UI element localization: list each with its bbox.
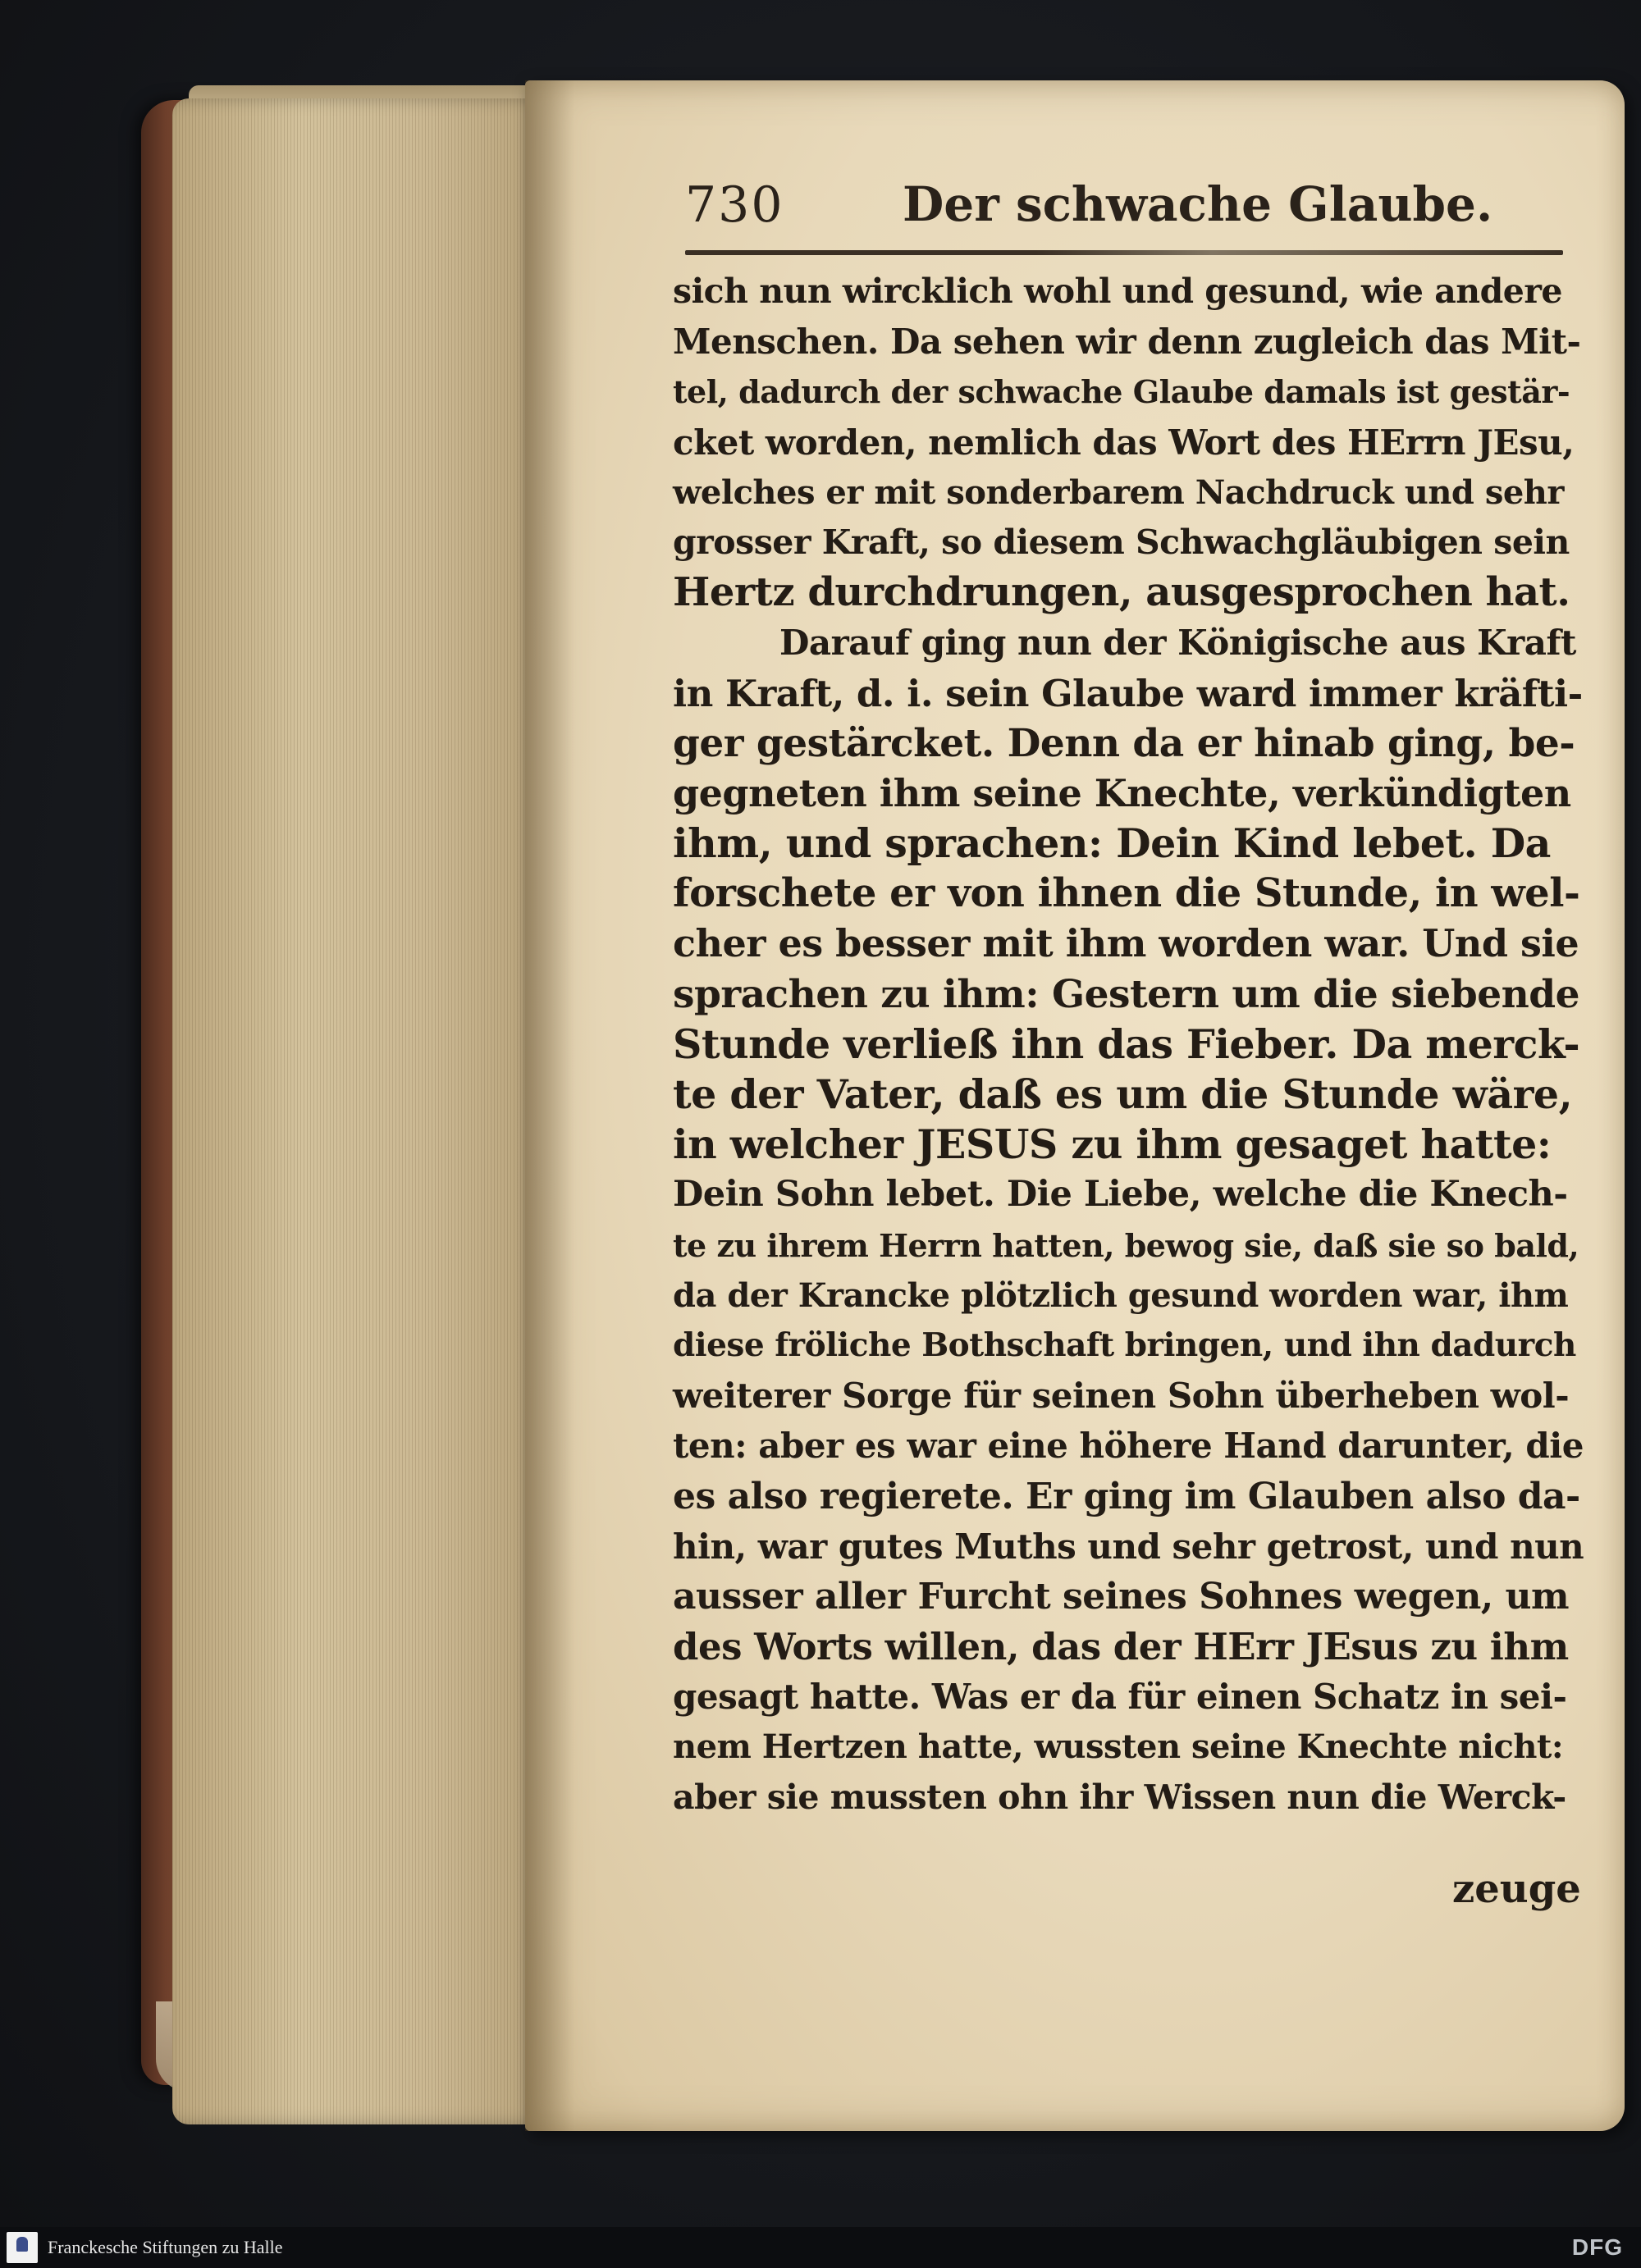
text-line: Darauf ging nun der Königische aus Kraft [779, 623, 1576, 664]
institution-logo-icon[interactable] [7, 2232, 38, 2263]
viewer-footer [0, 2227, 1641, 2268]
text-line: weiterer Sorge für seinen Sohn überheben wol- [673, 1376, 1570, 1417]
catchword: zeuge [1452, 1866, 1581, 1912]
text-line: forschete er von ihnen die Stunde, in wel- [673, 870, 1580, 917]
page-number: 730 [685, 176, 784, 234]
text-line: gegneten ihm seine Knechte, verkündigten [673, 770, 1571, 815]
text-line: te zu ihrem Herrn hatten, bewog sie, daß sie so bald, [673, 1226, 1579, 1264]
body-text [673, 267, 1584, 1823]
text-line: da der Krancke plötzlich gesund worden war, ihm [673, 1275, 1569, 1315]
text-line: ten: aber es war eine höhere Hand darunter, die [673, 1426, 1584, 1467]
page-gutter-shadow [525, 80, 574, 2131]
text-line: tel, dadurch der schwache Glaube damals ist gestär- [673, 373, 1570, 411]
text-line: cher es besser mit ihm worden war. Und sie [673, 921, 1579, 966]
institution-name[interactable]: Franckesche Stiftungen zu Halle [48, 2237, 283, 2257]
dfg-logo[interactable]: DFG [1571, 2234, 1623, 2260]
text-line: hin, war gutes Muths und sehr getrost, und nun [673, 1526, 1584, 1567]
text-line: in Kraft, d. i. sein Glaube ward immer kräfti- [673, 671, 1583, 715]
text-line: Menschen. Da sehen wir denn zugleich das Mit- [673, 322, 1581, 363]
header-rule [685, 250, 1563, 255]
text-line: sich nun wircklich wohl und gesund, wie andere [673, 272, 1563, 311]
text-line: in welcher JESUS zu ihm gesaget hatte: [673, 1120, 1552, 1169]
text-line: gesagt hatte. Was er da für einen Schatz in sei- [673, 1677, 1567, 1718]
text-line: ausser aller Furcht seines Sohnes wegen, um [673, 1575, 1570, 1618]
text-line: sprachen zu ihm: Gestern um die siebende [673, 971, 1580, 1017]
text-line: aber sie mussten ohn ihr Wissen nun die Werck- [673, 1777, 1566, 1817]
text-line: Dein Sohn lebet. Die Liebe, welche die Knech- [673, 1174, 1568, 1216]
running-head: Der schwache Glaube. [903, 176, 1493, 232]
text-line: ger gestärcket. Denn da er hinab ging, be- [673, 720, 1575, 766]
text-line: nem Hertzen hatte, wussten seine Knechte nicht: [673, 1727, 1564, 1767]
text-line: Hertz durchdrungen, ausgesprochen hat. [673, 569, 1570, 616]
text-line: des Worts willen, das der HErr JEsus zu ihm [673, 1625, 1569, 1669]
page-block-fore-edge [172, 98, 542, 2124]
text-line: Stunde verließ ihn das Fieber. Da merck- [673, 1020, 1580, 1068]
text-line: grosser Kraft, so diesem Schwachgläubigen sein [673, 522, 1570, 562]
text-line: cket worden, nemlich das Wort des HErrn JEsu, [673, 422, 1575, 463]
text-line: ihm, und sprachen: Dein Kind lebet. Da [673, 819, 1551, 868]
text-line: te der Vater, daß es um die Stunde wäre, [673, 1070, 1573, 1118]
page-header [685, 176, 1571, 242]
text-line: welches er mit sonderbarem Nachdruck und sehr [673, 472, 1564, 512]
text-line: diese fröliche Bothschaft bringen, und ihn dadurch [673, 1326, 1576, 1364]
text-line: es also regierete. Er ging im Glauben also da- [673, 1475, 1580, 1517]
